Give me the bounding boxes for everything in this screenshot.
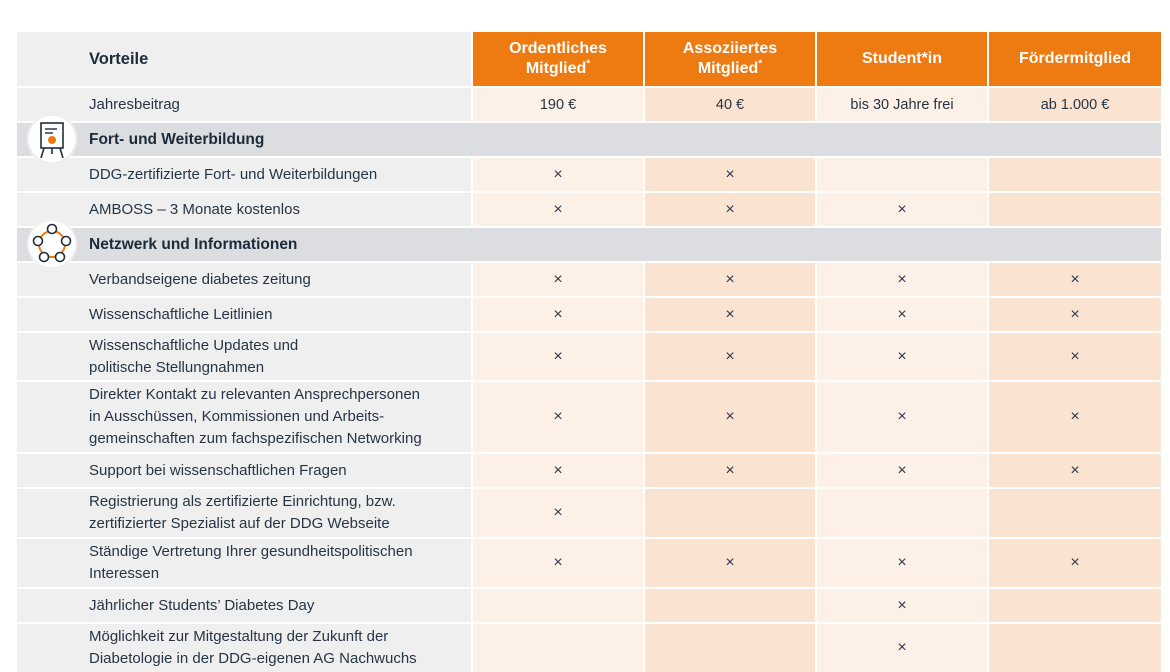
benefit-cell-2 (645, 589, 815, 622)
benefit-cell-2 (645, 539, 815, 587)
check-mark-icon: × (553, 504, 563, 521)
benefit-label-line: Diabetologie in der DDG-eigenen AG Nachwuchs (89, 650, 417, 667)
benefit-label-text (89, 541, 413, 585)
benefit-cell-2 (645, 263, 815, 296)
column-header-3 (817, 32, 987, 86)
benefit-label-line: Wissenschaftliche Updates und (89, 336, 299, 354)
check-mark-icon: × (553, 554, 563, 571)
benefit-cell-1 (473, 158, 643, 191)
benefit-cell-2 (645, 489, 815, 537)
benefit-label-text (89, 199, 300, 221)
check-mark-icon: × (1070, 347, 1080, 365)
check-mark-icon: × (725, 554, 735, 571)
benefit-label-line: Ständige Vertretung Ihrer gesundheitspolitischen (89, 543, 413, 560)
check-mark-icon: × (553, 347, 563, 365)
check-mark-icon: × (897, 270, 907, 288)
benefit-cell-4 (989, 539, 1161, 587)
benefit-cell-1 (473, 489, 643, 537)
check-mark-icon: × (725, 270, 735, 288)
check-mark-icon: × (553, 200, 563, 218)
column-header-line2-text: Mitglied (697, 60, 759, 77)
column-header-asterisk: * (758, 58, 763, 70)
benefit-cell-4 (989, 298, 1161, 331)
benefit-label-text (89, 269, 311, 291)
benefit-cell-2 (645, 333, 815, 380)
benefit-label-line: AMBOSS – 3 Monate kostenlos (89, 200, 300, 218)
benefit-cell-4 (989, 454, 1161, 487)
benefit-row-label (17, 589, 471, 622)
fee-row-label: Jahresbeitrag (17, 88, 471, 121)
check-mark-icon: × (897, 639, 907, 656)
column-header-line1: Assoziiertes (682, 40, 778, 57)
benefit-cell-4 (989, 263, 1161, 296)
benefit-cell-2 (645, 193, 815, 226)
benefit-cell-3 (817, 193, 987, 226)
column-header-line2-text: Mitglied (525, 60, 587, 77)
benefit-row-label (17, 624, 471, 672)
benefit-cell-4 (989, 589, 1161, 622)
benefit-label-line: in Ausschüssen, Kommissionen und Arbeits- (89, 408, 385, 425)
column-header-line2 (526, 59, 590, 79)
check-mark-icon: × (1070, 270, 1080, 288)
check-mark-icon: × (897, 596, 907, 614)
benefit-label-line: Jährlicher Students’ Diabetes Day (89, 596, 315, 614)
benefit-cell-3 (817, 263, 987, 296)
check-mark-icon: × (553, 408, 563, 425)
benefit-cell-4 (989, 333, 1161, 380)
benefit-cell-3 (817, 454, 987, 487)
section-title: Netzwerk und Informationen (17, 228, 1161, 261)
benefit-row-label (17, 263, 471, 296)
benefit-cell-4 (989, 158, 1161, 191)
column-header-2 (645, 32, 815, 86)
benefit-row-label (17, 158, 471, 191)
benefit-label-line: DDG-zertifizierte Fort- und Weiterbildungen (89, 165, 378, 183)
benefit-cell-2 (645, 382, 815, 452)
benefit-label-line: Registrierung als zertifizierte Einrichtung, bzw. (89, 493, 396, 510)
column-header-line1: Ordentliches (509, 40, 607, 57)
benefit-row-label (17, 489, 471, 537)
presentation-board-icon (27, 114, 77, 164)
benefit-label-line: Verbandseigene diabetes zeitung (89, 270, 311, 288)
benefit-label-text (89, 335, 298, 379)
benefit-cell-3 (817, 333, 987, 380)
check-mark-icon: × (897, 408, 907, 425)
check-mark-icon: × (897, 347, 907, 365)
benefit-row-label (17, 333, 471, 380)
check-mark-icon: × (897, 554, 907, 571)
benefit-cell-3 (817, 158, 987, 191)
benefit-label-text (89, 626, 417, 670)
fee-value-4: ab 1.000 € (989, 88, 1161, 121)
check-mark-icon: × (897, 461, 907, 479)
benefit-cell-3 (817, 539, 987, 587)
check-mark-icon: × (1070, 461, 1080, 479)
benefit-cell-2 (645, 624, 815, 672)
benefit-label-text (89, 304, 272, 326)
fee-value-2: 40 € (645, 88, 815, 121)
benefit-label-line: Möglichkeit zur Mitgestaltung der Zukunft der (89, 628, 389, 645)
column-header-line2 (698, 59, 762, 79)
benefit-cell-2 (645, 298, 815, 331)
benefit-cell-3 (817, 489, 987, 537)
check-mark-icon: × (1070, 408, 1080, 425)
check-mark-icon: × (897, 305, 907, 323)
benefit-row-label (17, 382, 471, 452)
benefit-cell-4 (989, 193, 1161, 226)
benefit-cell-3 (817, 298, 987, 331)
check-mark-icon: × (1070, 305, 1080, 323)
benefit-cell-4 (989, 489, 1161, 537)
benefit-cell-1 (473, 263, 643, 296)
benefit-cell-1 (473, 298, 643, 331)
check-mark-icon: × (553, 270, 563, 288)
fee-value-3: bis 30 Jahre frei (817, 88, 987, 121)
benefit-cell-2 (645, 454, 815, 487)
column-header-1 (473, 32, 643, 86)
benefit-cell-4 (989, 382, 1161, 452)
check-mark-icon: × (725, 305, 735, 323)
benefit-row-label (17, 193, 471, 226)
check-mark-icon: × (1070, 554, 1080, 571)
benefit-label-text (89, 384, 422, 450)
check-mark-icon: × (725, 461, 735, 479)
benefit-row-label (17, 298, 471, 331)
benefit-cell-3 (817, 589, 987, 622)
check-mark-icon: × (553, 165, 563, 183)
benefit-cell-1 (473, 589, 643, 622)
benefit-cell-1 (473, 193, 643, 226)
benefit-row-label (17, 454, 471, 487)
check-mark-icon: × (725, 347, 735, 365)
benefit-cell-2 (645, 158, 815, 191)
benefit-cell-1 (473, 333, 643, 380)
benefit-label-text (89, 491, 396, 535)
benefit-cell-1 (473, 624, 643, 672)
column-header-asterisk: * (586, 58, 591, 70)
benefit-label-line: gemeinschaften zum fachspezifischen Networking (89, 430, 422, 447)
fee-value-1: 190 € (473, 88, 643, 121)
check-mark-icon: × (553, 305, 563, 323)
check-mark-icon: × (725, 165, 735, 183)
benefit-cell-1 (473, 382, 643, 452)
benefit-label-line: Interessen (89, 565, 160, 582)
benefit-label-line: zertifizierter Spezialist auf der DDG Webseite (89, 515, 390, 532)
benefit-label-text (89, 595, 314, 617)
benefit-cell-1 (473, 539, 643, 587)
check-mark-icon: × (725, 200, 735, 218)
header-benefits-label: Vorteile (17, 32, 471, 86)
column-header-4 (989, 32, 1161, 86)
benefit-label-line: Wissenschaftliche Leitlinien (89, 305, 273, 323)
benefit-label-line: Support bei wissenschaftlichen Fragen (89, 461, 347, 479)
benefit-cell-3 (817, 382, 987, 452)
benefit-cell-1 (473, 454, 643, 487)
benefit-cell-4 (989, 624, 1161, 672)
check-mark-icon: × (897, 200, 907, 218)
benefit-cell-3 (817, 624, 987, 672)
check-mark-icon: × (553, 461, 563, 479)
network-people-icon (27, 219, 77, 269)
check-mark-icon: × (725, 408, 735, 425)
column-header-line1: Fördermitglied (1018, 50, 1131, 67)
section-title: Fort- und Weiterbildung (17, 123, 1161, 156)
benefit-label-line: politische Stellungnahmen (89, 358, 265, 376)
benefit-label-text (89, 460, 347, 482)
benefit-label-line: Direkter Kontakt zu relevanten Ansprechpersonen (89, 386, 421, 403)
membership-benefits-table (17, 32, 1161, 672)
benefit-row-label (17, 539, 471, 587)
benefit-label-text (89, 164, 377, 186)
column-header-line1: Student*in (862, 50, 942, 67)
